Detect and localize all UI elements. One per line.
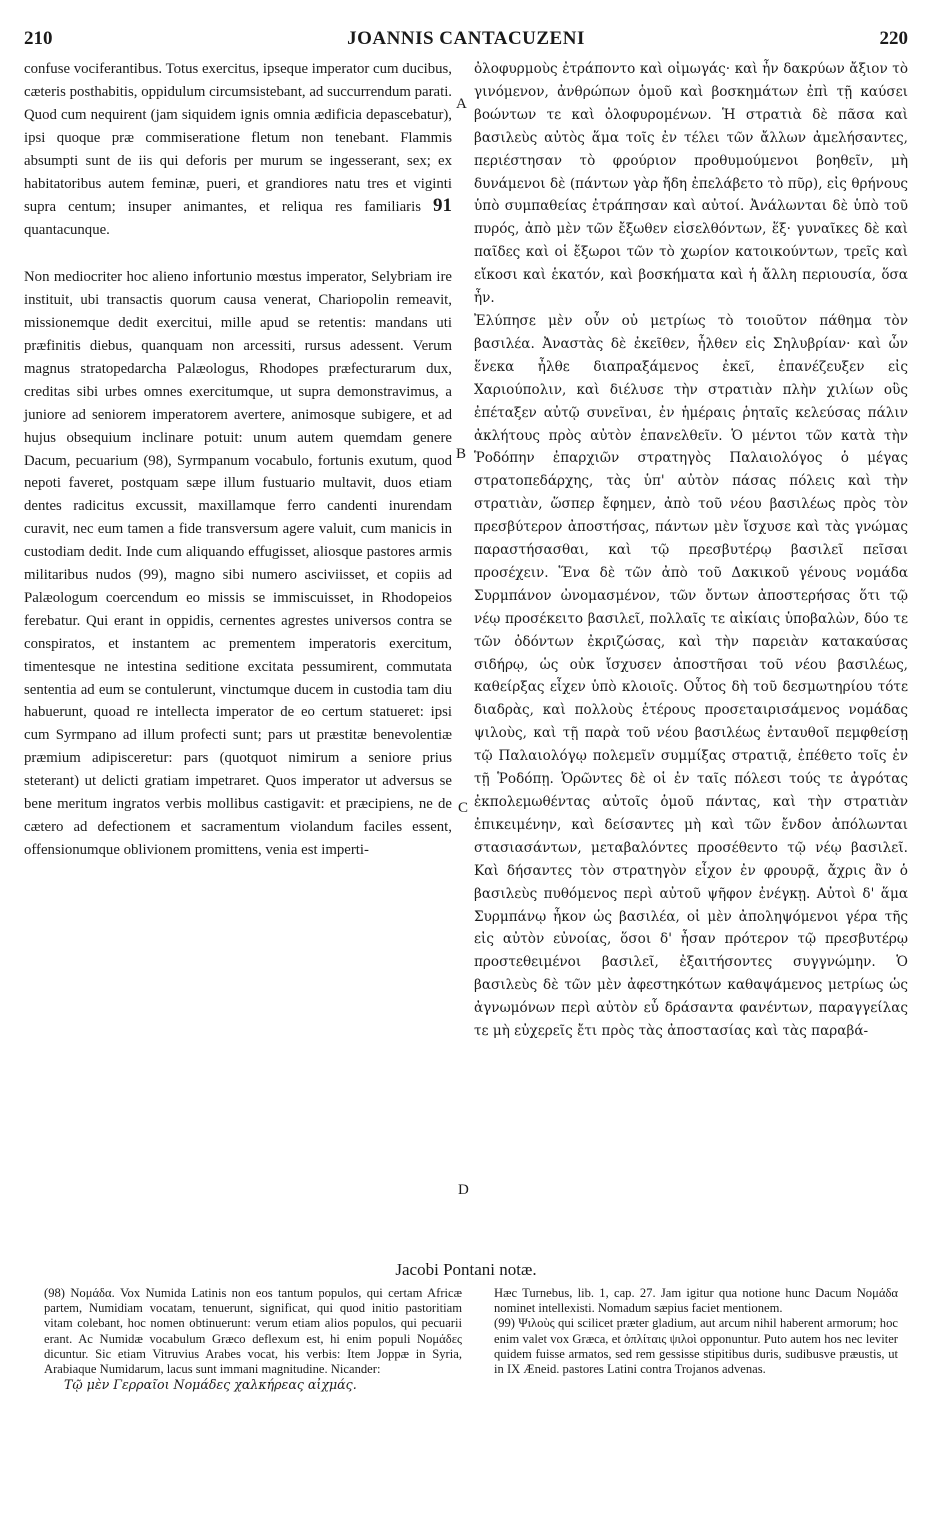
- note-98-continued: Hæc Turnebus, lib. 1, cap. 27. Jam igitur qua notione hunc Dacum Νομάδα nominet intellexisti. Nomadum sæpius faciet mentionem.: [494, 1286, 898, 1316]
- margin-marker-c: C: [458, 800, 469, 816]
- latin-paragraph-2: Non mediocriter hoc alieno infortunio mœstus imperator, Selybriam ire instituit, ubi transactis quorum causa venerat, Chariopolin remeavit, missionemque dedit exercitui, mille apud se retentis: mandans uti præfinitis diebus, quanquam non arcessiti, rursus adessent. Verum magnus stratopedarcha Palæologus, Rhodopes præfecturarum dux, creditas sibi urbes omnes exercitumque, ut supra demonstravimus, a juniore ad seniorem imperatorem avertere, animosque subigere, et ad hujus obsequium inclinare potuit: unum autem quemdam genere Dacum, pecuarium (98), Syrmpanum vocabulo, fortunis exutum, quod nepoti faveret, postquam sæpe illum fustuario multavit, duos etiam dentes radicitus excussit, maxillamque ferro candenti inurendam curavit, nec eum tamen a fide transversum agere valuit, cum manicis in custodiam dedit. Inde cum aliquando effugisset, aliosque pastores armis militaribus nudos (99), magno sibi numero asciviisset, et copiis ad Palæologum coercendum eo missis se immiscuisset, in Rhodopeios ferebatur. Qui erant in oppidis, cernentes agrestes universos contra se conspiratos, et instantem ac prementem imperatoris exercitum, timentesque ne intestina seditione excitata pessumirent, commutata sententia ad eum se contulerunt, vinctumque ducem in custodia tam diu habuerunt, quoad re intellecta imperator de eo certum statueret: ipsi cum Syrmpano ad illum profecti sunt; pars ut præstitæ benevolentiæ præmium adipisceretur: pars (quotquot nimirum a seniore prius steterant) ut delicti gratiam impetraret. Quos imperator ut adversus se bene meritum ingratos verbis mollibus castigavit: et præcipiens, ne de cætero ad defectionem et sacramentum violandum faciles essent, offensionumque oblivionem promittens, venia est imperti-: [24, 269, 452, 858]
- page-number-left: 210: [24, 28, 53, 49]
- latin-column: [24, 58, 452, 862]
- notes-heading: Jacobi Pontani notæ.: [395, 1260, 537, 1279]
- note-98: (98) Νομάδα. Vox Numida Latinis non eos tantum populos, qui certam Africæ partem, Numidiam vocatam, tenuerunt, significat, qui quod initio pastoritiam vitam colebant, hoc nomen obtinuerunt: verum etiam alios populos, qui pecuarii erant. Ac Numidæ vocabulum Græco deflexum est, hi enim populi Νομάδες dicuntur. Sic etiam Vitruvius Arabes vocat, his verbis: Item Joppæ in Syria, Arabiaque Numidarum, lacus sunt immani magnitudine. Nicander:: [44, 1286, 462, 1377]
- page-number-right: 220: [879, 28, 908, 49]
- latin-paragraph-1: confuse vociferantibus. Totus exercitus, ipseque imperator cum ducibus, cæteris posthabitis, oppidulum circumsistebant, ad succurrendum parati. Quod cum nequirent (jam siquidem ignis omnia ædificia depascebatur), ipsi quoque præ commiseratione fletum non tenebant. Flammis absumpti sunt de iis qui deforis per murum se ingesserant, sex; ex habitatoribus autem feminæ, pueri, et grandiores natu tres et viginti supra centum; insuper animantes, et reliqua res familiaris 91 quantacunque.: [24, 61, 452, 239]
- greek-paragraph-2: Ἐλύπησε μὲν οὖν οὐ μετρίως τὸ τοιοῦτον πάθημα τὸν βασιλέα. Ἀναστὰς δὲ ἐκεῖθεν, ἦλθεν εἰς Σηλυβρίαν· καὶ ὧν ἕνεκα ἦλθε διαπραξάμενος ἐκεῖ, ἐπανέζευξεν εἰς Χαριούπολιν, καὶ διέλυσε τὴν στρατιὰν πλὴν χιλίων οὓς ἐπέταξεν αὐτῷ συνεῖναι, ἐν ἡμέραις ῥηταῖς κελεύσας πάλιν ἀκλήτους πρὸς αὐτὸν ἐπανελθεῖν. Ὁ μέντοι τῶν κατὰ τὴν Ῥοδόπην ἐπαρχιῶν στρατηγὸς Παλαιολόγος ὁ μέγας στρατοπεδάρχης, τὰς ὑπ' αὐτὸν πάσας πόλεις καὶ τὴν στρατιὰν, ὥσπερ ἔφημεν, ἀπὸ τοῦ νέου βασιλέως πρὸς τὸν πρεσβύτερον ἀποστήσας, πάντων μὲν ἴσχυσε καὶ τὰς γνώμας παραστήσασθαι, καὶ τῷ πρεσβυτέρῳ βασιλεῖ πεῖσαι προσέχειν. Ἕνα δὲ τῶν ἀπὸ τοῦ Δακικοῦ γένους νομάδα Συρμπάνον ὠνομασμένον, τῶν ὄντων ἀποστερήσας ὅτι τῷ νέῳ προσέκειτο βασιλεῖ, πολλαῖς τε αἰκίαις ὑποβαλὼν, δύο τε τῶν ὀδόντων ἐκριζώσας, καὶ τὴν παρειὰν κατακαύσας σιδήρῳ, ὡς οὐκ ἴσχυσεν ἀποστῆσαι τοῦ νέου βασιλέως, καθείρξας εἶχεν ὑπὸ κλοιοῖς. Οὗτος δὴ τοῦ δεσμωτηρίου τότε διαδρὰς, καὶ πολλοὺς ἑτέρους προσεταιρισάμενος νομάδας ψιλοὺς, καὶ τῇ παρὰ τοῦ νέου βασιλέως ἐνταυθοῖ πεμφθείσῃ τῷ Παλαιολόγῳ πολεμεῖν συμμίξας στρατιᾷ, ἐπέθετο τοῖς ἐν τῇ Ῥοδόπῃ. Ὁρῶντες δὲ οἱ ἐν ταῖς πόλεσι τούς τε ἀγρότας ἐκπολεμωθέντας αὐτοῖς ὁμοῦ πάντας, καὶ τὴν στρατιὰν ἐπικειμένην, καὶ δείσαντες μὴ καὶ τῶν ἔνδον ἀπόλωνται στασιασάντων, μεταβαλόντες προσέθεντο τῷ νέῳ βασιλεῖ. Καὶ δήσαντες τὸν στρατηγὸν εἶχον ἐν φρουρᾷ, ἄχρις ἂν ὁ βασιλεὺς πυθόμενος περὶ αὐτοῦ ψῆφον ἐνέγκῃ. Αὐτοὶ δ' ἅμα Συρμπάνῳ ἧκον ὡς βασιλέα, οἱ μὲν ἀποληψόμενοι γέρα τῆς εἰς αὐτὸν εὐνοίας, ὅσοι δ' ἦσαν πρότερον τῷ πρεσβυτέρῳ προστεθειμένοι βασιλεῖ, ἐξαιτήσοντες συγγνώμην. Ὁ βασιλεὺς δὲ τῶν μὲν ἀφεστηκότων καθαψάμενος μετρίως ὡς ἀγνωμόνων περὶ αὐτὸν εὖ δράσαντα φανέντων, παραγγείλας τε μὴ εὐχερεῖς ἔτι πρὸς τὰς ἀποστασίας καὶ τὰς παραβά-: [474, 312, 908, 1040]
- greek-paragraph-1: ὀλοφυρμοὺς ἐτράποντο καὶ οἰμωγάς· καὶ ἦν δακρύων ἄξιον τὸ γινόμενον, ἀνθρώπων ὁμοῦ καὶ βοσκημάτων ἐπὶ τῇ καύσει βοώντων τε καὶ ὀλοφυρομένων. Ἡ στρατιὰ δὲ πᾶσα καὶ βασιλεὺς αὐτὸς ἅμα τοῖς ἐν τέλει τῶν ἄλλων ἀμελήσαντες, περιέστησαν τὸ φρούριον προθυμούμενοι βοηθεῖν, μὴ δυνάμενοι δὲ (πάντων γὰρ ἤδη ἐπελάβετο τὸ πῦρ), εἰς θρήνους ὑπὸ συμπαθείας ἐτράπησαν καὶ αὐτοί. Ἀνάλωνται δὲ ὑπὸ τοῦ πυρός, ἀπὸ μὲν τῶν ἔξωθεν εἰσελθόντων, ἕξ· γυναῖκες δὲ καὶ παῖδες καὶ οἱ ἔξωροι τῶν τὸ χωρίον κατοικούντων, τρεῖς καὶ εἴκοσι καὶ ἑκατόν, καὶ βοσκήματα καὶ ἡ ἄλλη περιουσία, ὅσα ἦν.: [474, 61, 908, 307]
- section-number: 91: [433, 195, 452, 217]
- footnotes: [24, 1286, 908, 1526]
- notes-right-column: [494, 1286, 898, 1377]
- margin-marker-a: A: [456, 96, 467, 112]
- margin-marker-d: D: [458, 1182, 469, 1198]
- running-title: JOANNIS CANTACUZENI: [347, 28, 585, 49]
- note-99: (99) Ψιλοὺς qui scilicet præter gladium, aut arcum nihil haberent armorum; hoc enim valet vox Græca, et ὁπλίταις ψιλοὶ opponuntur. Puto autem hos nec leviter quidem fuisse armatos, sed rem gessisse stipitibus duris, sudibusve præustis, ut in IX Æneid. pastores Latini contra Trojanos advenas.: [494, 1316, 898, 1377]
- text-columns: [24, 58, 908, 1260]
- greek-column: [474, 58, 908, 1043]
- notes-left-column: [44, 1286, 462, 1392]
- running-header: [24, 28, 908, 58]
- book-page: [24, 28, 908, 1528]
- margin-marker-b: B: [456, 446, 467, 462]
- note-98-quote: Τῷ μὲν Γερραῖοι Νομάδες χαλκήρεας αἰχμάς.: [64, 1377, 357, 1393]
